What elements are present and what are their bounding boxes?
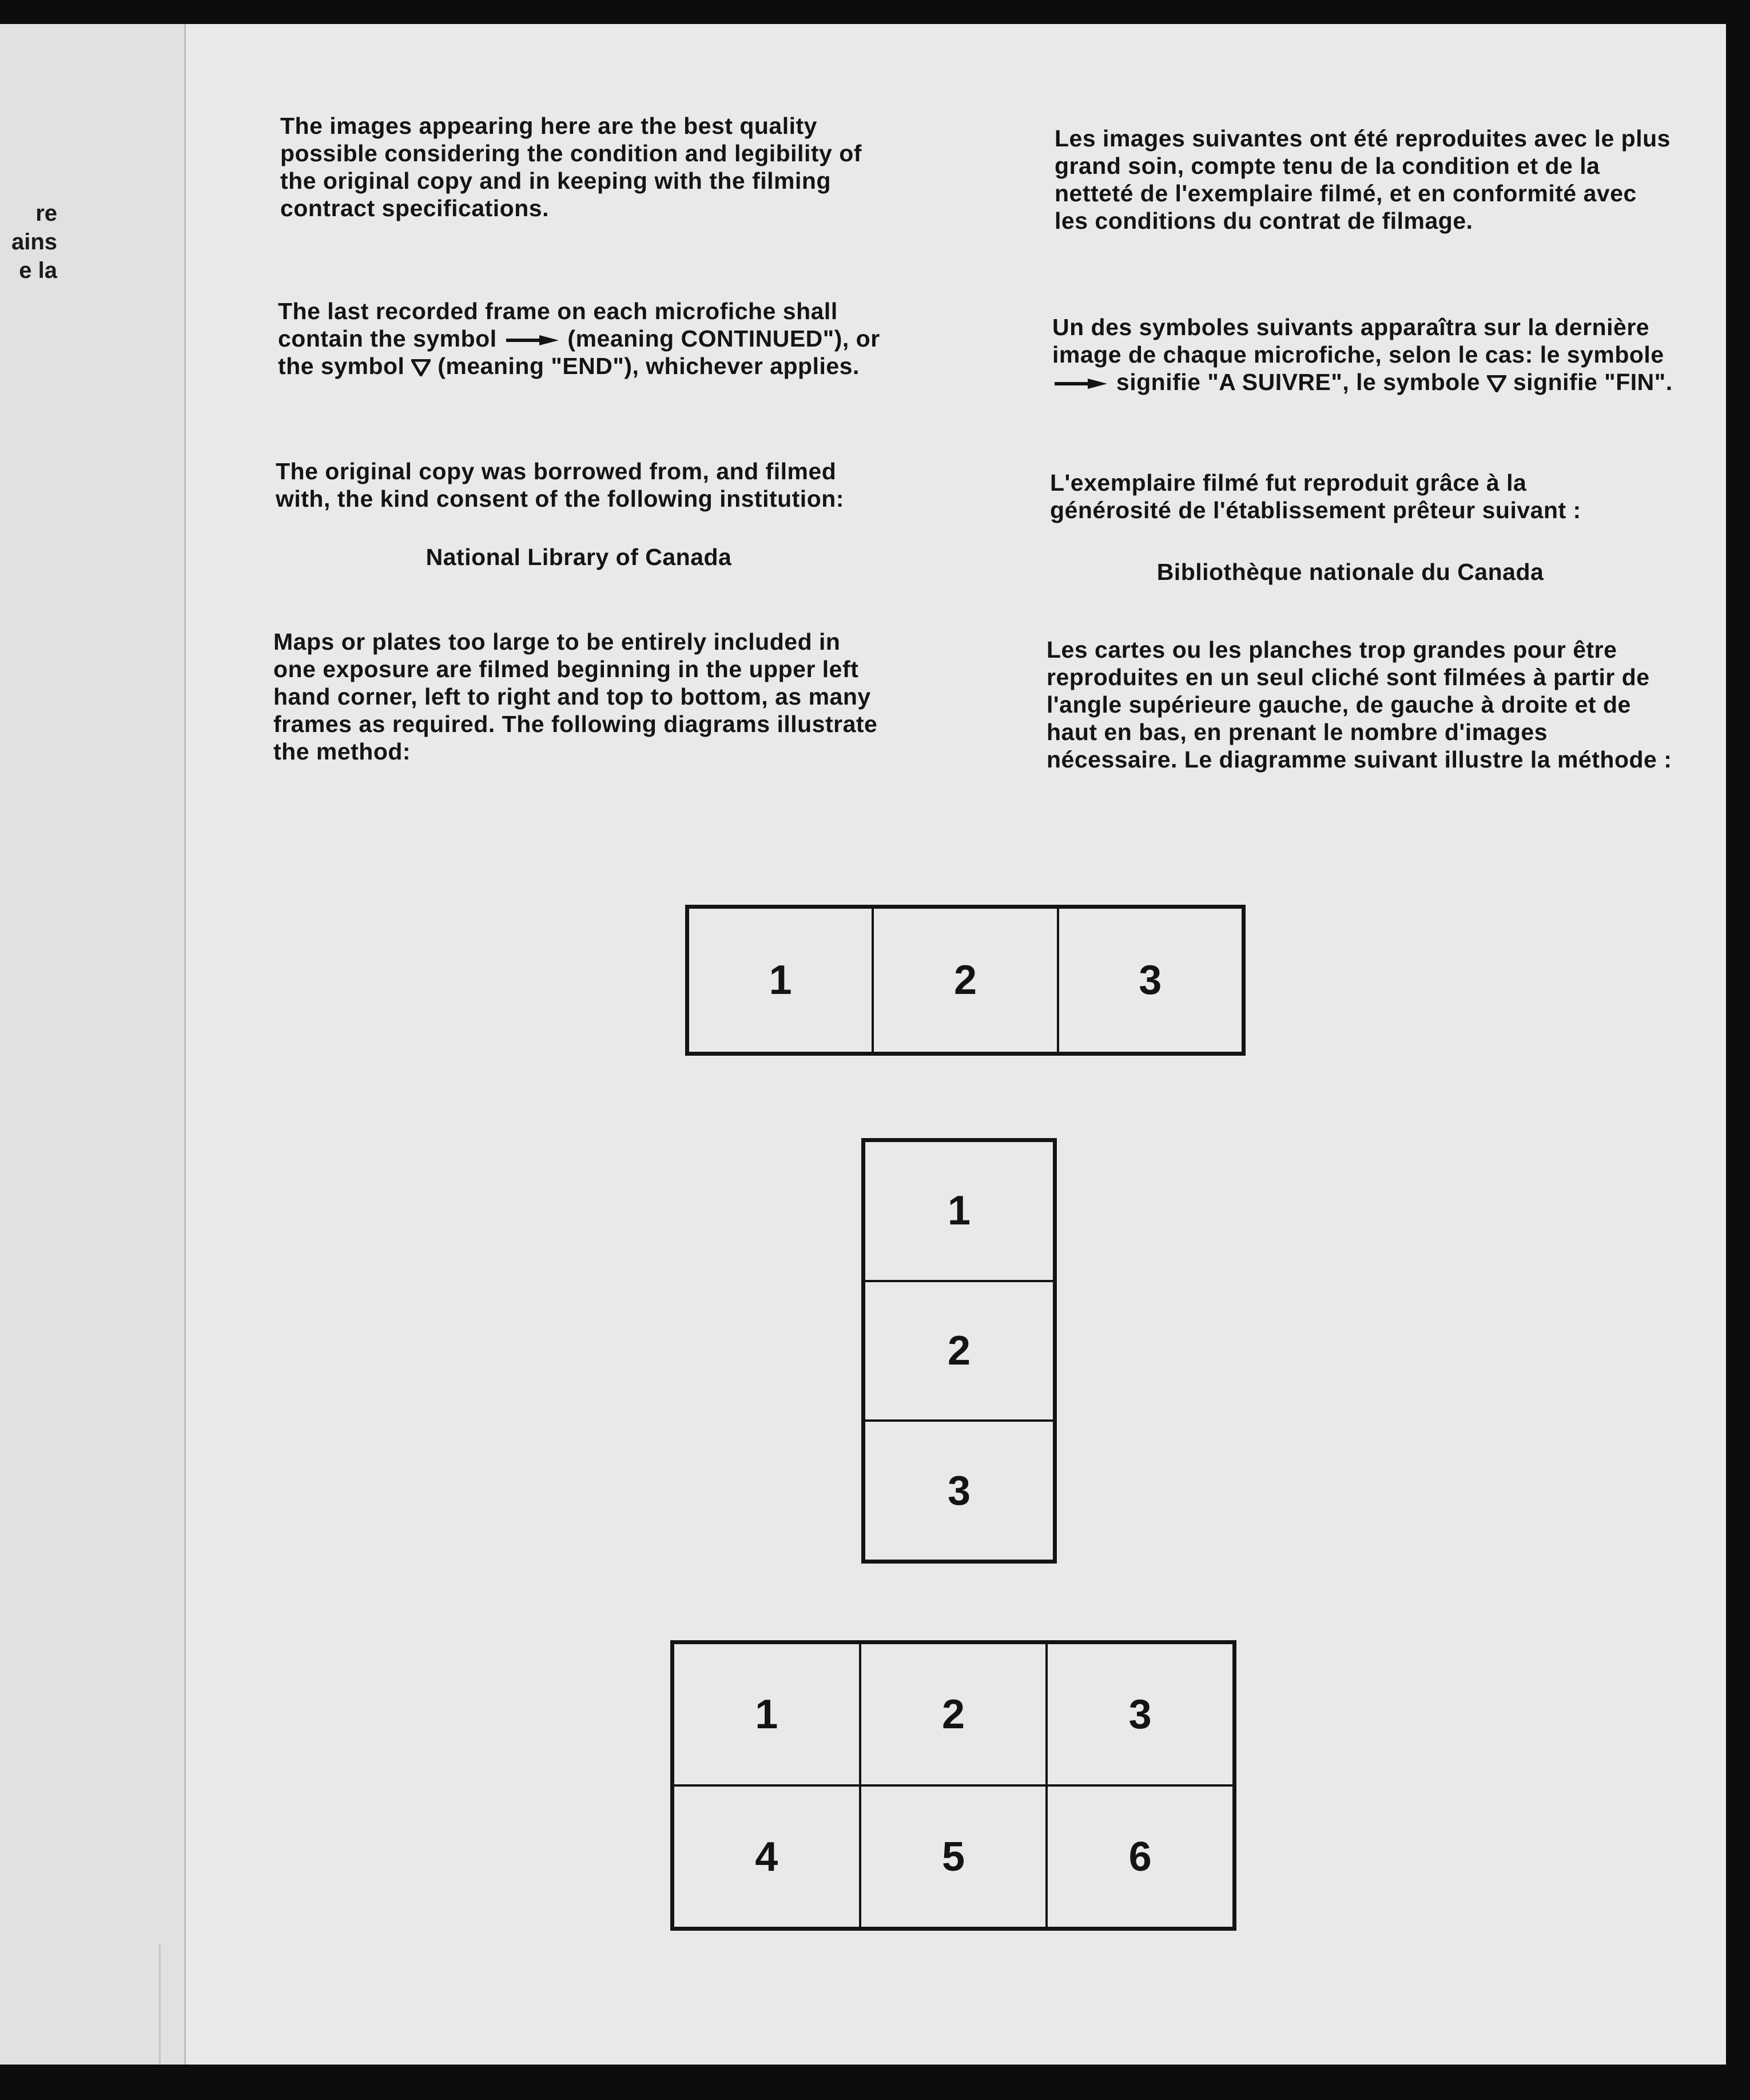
english-maps-note: Maps or plates too large to be entirely included in one exposure are filmed beginning in the upper left hand corner, left to right and top to bottom, as many frames as required. The following diagrams illustrate the method:: [273, 629, 878, 765]
film-border-right: [1726, 0, 1750, 2100]
fin-triangle-icon: [1487, 375, 1506, 392]
french-symbol-text-c: signifie "FIN".: [1513, 369, 1673, 395]
english-symbol-note: [278, 297, 907, 380]
french-maps-note: Les cartes ou les planches trop grandes pour être reproduites en un seul cliché sont filmées à partir de l'angle supérieure gauche, de gauche à droite et de haut en bas, en prenant le nombre d'images nécessaire. Le diagramme suivant illustre la méthode :: [1047, 637, 1672, 773]
page-fold-line: [184, 24, 186, 2065]
french-institution-name: Bibliothèque nationale du Canada: [1156, 559, 1544, 585]
previous-page-edge: [0, 24, 184, 2065]
grid-frames-diagram: [670, 1640, 1236, 1931]
french-quality-note: Les images suivantes ont été reproduites avec le plus grand soin, compte tenu de la condition et de la netteté de l'exemplaire filmé, et en conformité avec les conditions du contrat de filmage.: [1055, 125, 1671, 234]
edge-fragment-1: re: [35, 201, 57, 226]
english-symbol-text-a: The last recorded frame on each microfiche shall contain the symbol: [278, 298, 838, 352]
english-symbol-text-b: (meaning CONTINUED"), or the symbol: [278, 325, 880, 379]
frame-cell: 6: [1047, 1785, 1234, 1928]
english-quality-note: The images appearing here are the best quality possible considering the condition and legibility of the original copy and in keeping with the filming contract specifications.: [280, 113, 862, 221]
french-symbol-note: [1052, 313, 1687, 396]
frame-cell: 5: [860, 1785, 1047, 1928]
frame-cell: 2: [864, 1281, 1054, 1421]
frame-cell: 3: [1058, 908, 1243, 1053]
frame-cell: 1: [688, 908, 873, 1053]
frame-cell: 2: [860, 1643, 1047, 1785]
film-border-top: [0, 0, 1750, 24]
frame-cell: 4: [673, 1785, 860, 1928]
frame-cell: 1: [673, 1643, 860, 1785]
edge-fragment-3: e la: [19, 258, 57, 283]
french-symbol-text-b: signifie "A SUIVRE", le symbole: [1116, 369, 1481, 395]
edge-fragment-2: ains: [11, 229, 57, 254]
frame-cell: 3: [1047, 1643, 1234, 1785]
english-institution-note: The original copy was borrowed from, and filmed with, the kind consent of the following institution:: [276, 458, 844, 512]
film-border-bottom: [0, 2065, 1750, 2100]
french-institution-note: L'exemplaire filmé fut reproduit grâce à la générosité de l'établissement prêteur suivant :: [1050, 470, 1581, 523]
page-fold-line-lower: [159, 1944, 161, 2065]
column-frames-diagram: [861, 1138, 1057, 1564]
end-triangle-icon: [411, 359, 431, 376]
previous-page-text-fragment: [0, 199, 57, 285]
continued-arrow-icon: [506, 335, 559, 346]
a-suivre-arrow-icon: [1055, 378, 1107, 389]
frame-cell: 3: [864, 1421, 1054, 1561]
frame-cell: 2: [873, 908, 1057, 1053]
frame-cell: 1: [864, 1141, 1054, 1281]
english-symbol-text-c: (meaning "END"), whichever applies.: [438, 353, 860, 379]
french-symbol-text-a: Un des symboles suivants apparaîtra sur la dernière image de chaque microfiche, selon le cas: le symbole: [1052, 314, 1664, 368]
row-frames-diagram: [685, 905, 1246, 1056]
english-institution-name: National Library of Canada: [425, 544, 732, 570]
